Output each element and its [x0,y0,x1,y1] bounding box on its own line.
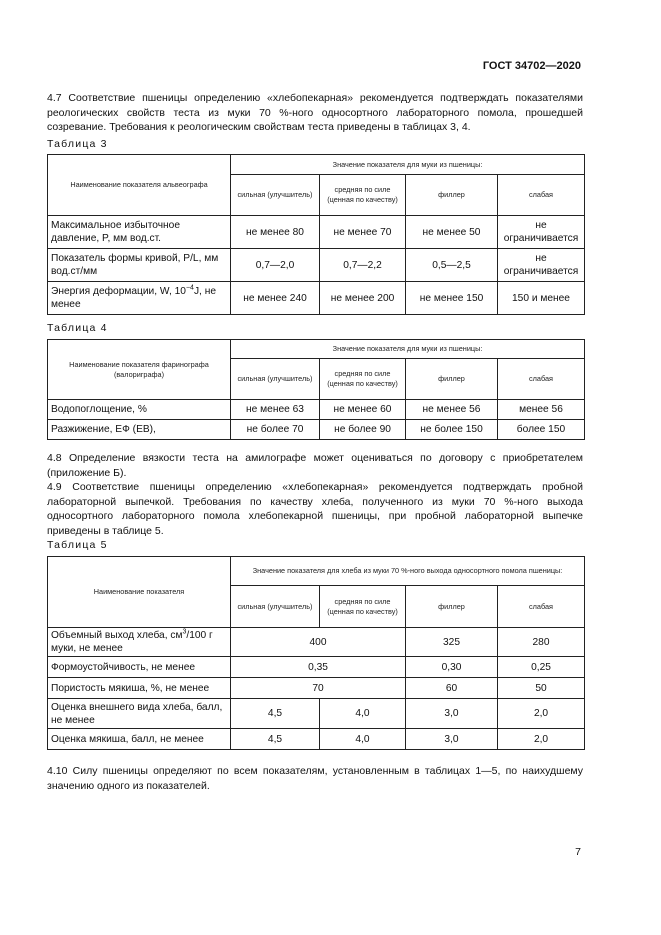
cell-value: не менее 56 [406,400,498,420]
paragraph-4-8: 4.8 Определение вязкости теста на амилографе может оцениваться по договору с приобретателем (приложение Б). [47,452,583,479]
cell-value: 0,30 [406,657,498,678]
cell-value: 4,0 [320,699,406,729]
table4-col-filler: филлер [406,359,498,400]
cell-value: не ограничивается [498,249,585,282]
standard-code: ГОСТ 34702—2020 [482,60,581,72]
page-number: 7 [575,846,581,858]
cell-value: 0,7—2,2 [320,249,406,282]
table-row [48,249,585,282]
table3-col-filler: филлер [406,175,498,216]
row-label: Максимальное избыточное давление, P, мм вод.ст. [48,216,231,249]
table3-col-medium: средняя по силе (ценная по качеству) [320,175,406,216]
cell-value: не менее 150 [406,282,498,315]
table3-col-strong: сильная (улучшитель) [231,175,320,216]
table-row [48,729,585,750]
cell-value: 60 [406,678,498,699]
table4-col-strong: сильная (улучшитель) [231,359,320,400]
row-label: Показатель формы кривой, P/L, мм вод.ст/мм [48,249,231,282]
cell-value: 2,0 [498,699,585,729]
table-4 [47,339,585,440]
table3-group-header: Значение показателя для муки из пшеницы: [231,155,585,175]
table5-col-weak: слабая [498,586,585,628]
cell-value: не менее 80 [231,216,320,249]
table-row [48,282,585,315]
table3-caption: Таблица 3 [47,138,108,150]
cell-value: не менее 60 [320,400,406,420]
table4-col-medium: средняя по силе (ценная по качеству) [320,359,406,400]
table3-col-weak: слабая [498,175,585,216]
cell-value: 2,0 [498,729,585,750]
cell-value: не более 90 [320,420,406,440]
cell-value: 4,5 [231,729,320,750]
table4-caption: Таблица 4 [47,322,108,334]
cell-value: 0,7—2,0 [231,249,320,282]
cell-value: 50 [498,678,585,699]
table-row [48,420,585,440]
cell-value: более 150 [498,420,585,440]
table-5 [47,556,585,750]
cell-value: 70 [231,678,406,699]
table-row [48,400,585,420]
paragraph-4-10: 4.10 Силу пшеницы определяют по всем показателям, установленным в таблицах 1—5, по наихудшему значению одного из показателей. [47,765,583,792]
table4-col-weak: слабая [498,359,585,400]
cell-value: менее 56 [498,400,585,420]
table5-col-medium: средняя по силе (ценная по качеству) [320,586,406,628]
table-row [48,628,585,657]
table5-col-strong: сильная (улучшитель) [231,586,320,628]
cell-value: 0,35 [231,657,406,678]
paragraph-4-9: 4.9 Соответствие пшеницы определению «хлебопекарная» рекомендуется подтверждать пробной лабораторной выпечкой. Требования по качеству хлеба, полученного из муки 70 %-ного выхода односортного лабораторного помола хлебопекарной пшеницы, при пробной лабораторной выпечке приведены в таблице 5. [47,481,583,537]
cell-value: 0,5—2,5 [406,249,498,282]
cell-value: не более 150 [406,420,498,440]
table3-name-header: Наименование показателя альвеографа [48,155,231,216]
cell-value: не менее 240 [231,282,320,315]
cell-value: не более 70 [231,420,320,440]
cell-value: 325 [406,628,498,657]
cell-value: 4,0 [320,729,406,750]
cell-value: 4,5 [231,699,320,729]
cell-value: 280 [498,628,585,657]
row-label: Пористость мякиша, %, не менее [48,678,231,699]
cell-value: 3,0 [406,729,498,750]
table-row [48,678,585,699]
cell-value: не менее 63 [231,400,320,420]
cell-value: не менее 200 [320,282,406,315]
row-label: Водопоглощение, % [48,400,231,420]
table4-name-header: Наименование показателя фаринографа (валориграфа) [48,340,231,400]
cell-value: не ограничивается [498,216,585,249]
table4-group-header: Значение показателя для муки из пшеницы: [231,340,585,359]
row-label: Оценка мякиша, балл, не менее [48,729,231,750]
row-label: Формоустойчивость, не менее [48,657,231,678]
cell-value: 400 [231,628,406,657]
row-label: Разжижение, ЕФ (ЕВ), [48,420,231,440]
table-row [48,657,585,678]
cell-value: 3,0 [406,699,498,729]
table-row [48,699,585,729]
table5-name-header: Наименование показателя [48,557,231,628]
cell-value: не менее 50 [406,216,498,249]
table-row [48,216,585,249]
table-3 [47,154,585,315]
table5-col-filler: филлер [406,586,498,628]
row-label: Энергия деформации, W, $10^{-4}J$, не менее [48,282,231,315]
row-label: Оценка внешнего вида хлеба, балл, не менее [48,699,231,729]
table5-caption: Таблица 5 [47,539,108,551]
cell-value: 150 и менее [498,282,585,315]
row-label: Объемный выход хлеба, $см^3/100$ г муки, не менее [48,628,231,657]
cell-value: 0,25 [498,657,585,678]
table5-group-header: Значение показателя для хлеба из муки 70 %-ного выхода односортного помола пшеницы: [231,557,585,586]
cell-value: не менее 70 [320,216,406,249]
paragraph-4-7: 4.7 Соответствие пшеницы определению «хлебопекарная» рекомендуется подтверждать показателями реологических свойств теста из муки 70 %-ного односортного лабораторного помола, прошедшей созревание. Требования к реологическим свойствам теста приведены в таблицах 3, 4. [47,92,583,133]
